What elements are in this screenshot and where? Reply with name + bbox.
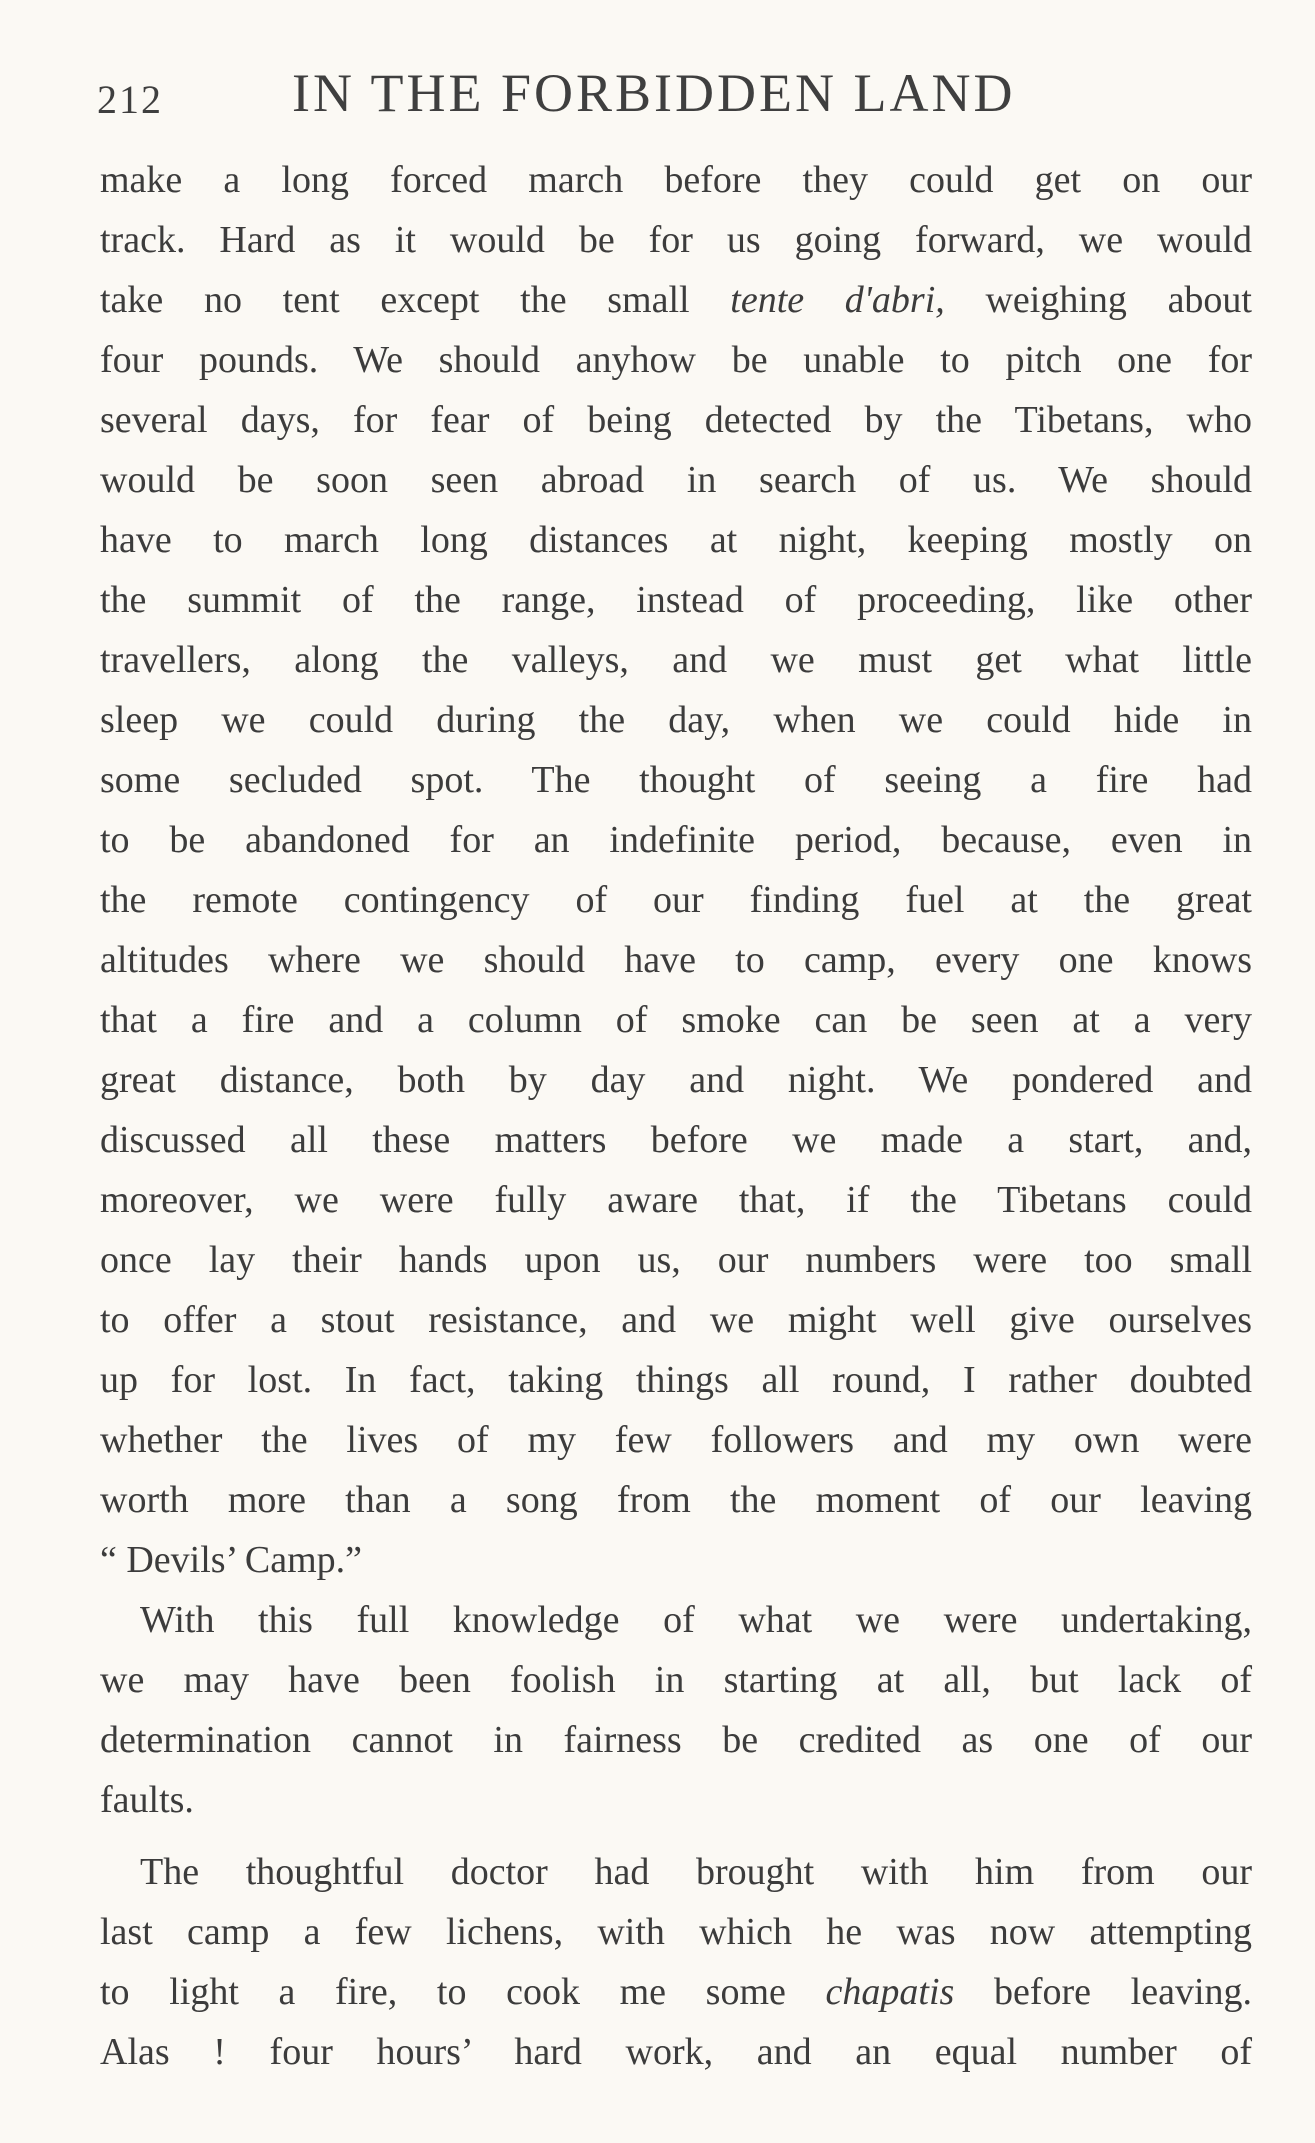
text-line: track. Hard as it would be for us going forward, we would [100, 219, 1252, 261]
text-line: The thoughtful doctor had brought with him from our [140, 1851, 1252, 1893]
text-line: sleep we could during the day, when we could hide in [100, 699, 1252, 741]
text-line [100, 1962, 1252, 2022]
page-number: 212 [97, 77, 163, 122]
paragraph-2 [100, 1590, 1252, 1830]
text-line: last camp a few lichens, with which he was now attempting [100, 1911, 1252, 1953]
text-line: the summit of the range, instead of proceeding, like other [100, 579, 1252, 621]
text-line: that a fire and a column of smoke can be seen at a very [100, 999, 1252, 1041]
text-line: we may have been foolish in starting at all, but lack of [100, 1659, 1252, 1701]
text-line: would be soon seen abroad in search of us. We should [100, 459, 1252, 501]
page-header [97, 62, 1257, 132]
text-line [100, 270, 1252, 330]
paragraph-spacer [100, 1830, 1252, 1842]
text-line: worth more than a song from the moment of our leaving [100, 1479, 1252, 1521]
text-line: moreover, we were fully aware that, if the Tibetans could [100, 1179, 1252, 1221]
text-line: Alas ! four hours’ hard work, and an equal number of [100, 2031, 1252, 2073]
text-line: up for lost. In fact, taking things all round, I rather doubted [100, 1359, 1252, 1401]
text-line: faults. [100, 1779, 194, 1821]
text-line: have to march long distances at night, keeping mostly on [100, 519, 1252, 561]
text-line: the remote contingency of our finding fuel at the great [100, 879, 1252, 921]
text-line: whether the lives of my few followers and my own were [100, 1419, 1252, 1461]
text-line: to be abandoned for an indefinite period, because, even in [100, 819, 1252, 861]
body-text [100, 150, 1252, 2082]
text-line: make a long forced march before they could get on our [100, 159, 1252, 201]
text-line: “ Devils’ Camp.” [100, 1539, 363, 1581]
paragraph-3 [100, 1842, 1252, 2082]
text-run: before leaving. [954, 1971, 1253, 2013]
text-run: to light a fire, to cook me some [100, 1971, 826, 2013]
text-line: great distance, both by day and night. We pondered and [100, 1059, 1252, 1101]
text-line: travellers, along the valleys, and we must get what little [100, 639, 1252, 681]
text-line: some secluded spot. The thought of seeing a fire had [100, 759, 1252, 801]
text-line: to offer a stout resistance, and we might well give ourselves [100, 1299, 1252, 1341]
text-line: With this full knowledge of what we were undertaking, [140, 1599, 1252, 1641]
paragraph-1 [100, 150, 1252, 1590]
text-line: once lay their hands upon us, our numbers were too small [100, 1239, 1252, 1281]
text-line: several days, for fear of being detected by the Tibetans, who [100, 399, 1252, 441]
running-title: IN THE FORBIDDEN LAND [292, 63, 1016, 123]
italic-phrase: tente d'abri, [730, 279, 945, 321]
text-line: altitudes where we should have to camp, every one knows [100, 939, 1252, 981]
text-line: discussed all these matters before we made a start, and, [100, 1119, 1252, 1161]
italic-phrase: chapatis [825, 1971, 955, 2013]
text-run: weighing about [944, 279, 1252, 321]
text-run: take no tent except the small [100, 279, 731, 321]
text-line: determination cannot in fairness be credited as one of our [100, 1719, 1252, 1761]
text-line: four pounds. We should anyhow be unable to pitch one for [100, 339, 1252, 381]
